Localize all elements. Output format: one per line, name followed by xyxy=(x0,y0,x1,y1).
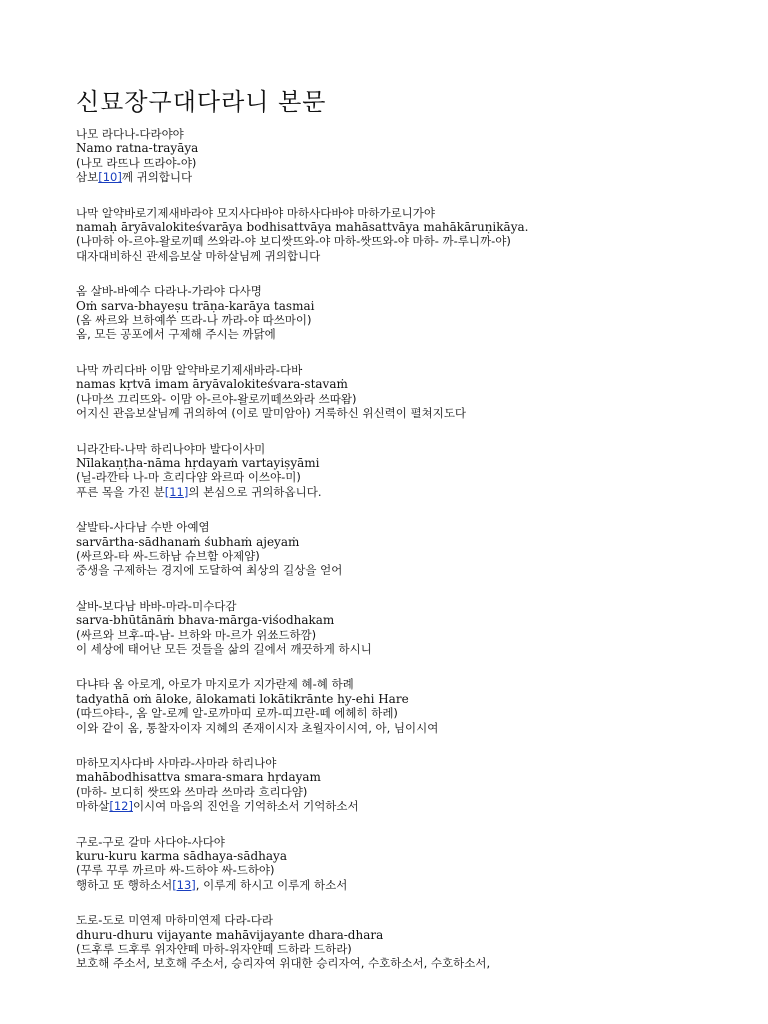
sanskrit-romanization: Nīlakaṇṭha-nāma hṛdayaṁ vartayiṣyāmi xyxy=(76,455,320,470)
translation: 이와 같이 옴, 통찰자이자 지혜의 존재이시자 초월자이시여, 아, 님이시여 xyxy=(76,720,439,735)
verse-block xyxy=(76,835,756,893)
hangul-reading: 살바-보다남 바바-마라-미수다감 xyxy=(76,598,237,613)
translation-text: 께 귀의합니다 xyxy=(121,170,193,185)
sanskrit-romanization: sarvārtha-sādhanaṁ śubhaṁ ajeyaṁ xyxy=(76,534,300,549)
translation: 이 세상에 태어난 모든 것들을 삶의 길에서 깨끗하게 하시니 xyxy=(76,641,372,656)
hangul-reading: 구로-구로 갈마 사다야-사다야 xyxy=(76,834,225,849)
pronunciation: (드후루 드후루 위자얀떼 마하-위자얀떼 드하라 드하라) xyxy=(76,942,352,957)
pronunciation: (꾸루 꾸루 까르마 싸-드하야 싸-드하야) xyxy=(76,863,275,878)
hangul-reading: 다냐타 옴 아로게, 아로가 마지로가 지가란제 혜-혜 하례 xyxy=(76,677,354,692)
hangul-reading: 나모 라다나-다라야야 xyxy=(76,127,184,141)
sanskrit-romanization: Oṁ sarva-bhayeṣu trāṇa-karāya tasmai xyxy=(76,298,315,313)
translation: 어지신 관음보살님께 귀의하여 (이로 말미암아) 거룩하신 위신력이 펼쳐지도다 xyxy=(76,406,467,421)
translation-text: 마하살 xyxy=(76,799,110,814)
translation-text: 행하고 또 행하소서 xyxy=(76,877,173,892)
verse-block xyxy=(76,127,756,185)
sanskrit-romanization: tadyathā oṁ āloke, ālokamati lokātikrānte hy-ehi Hare xyxy=(76,691,409,706)
pronunciation: (따드야타-, 옴 알-로께 알-로까마띠 로까-띠끄란-떼 에헤히 하레) xyxy=(76,706,398,721)
hangul-reading: 살발타-사다남 수반 아예염 xyxy=(76,520,210,535)
sanskrit-romanization: mahābodhisattva smara-smara hṛdayam xyxy=(76,770,321,785)
verse-block xyxy=(76,363,756,421)
translation-text: 푸른 목을 가진 분 xyxy=(76,484,165,499)
verse-block xyxy=(76,284,756,342)
translation: 옴, 모든 공포에서 구제해 주시는 까닭에 xyxy=(76,327,276,342)
sanskrit-romanization: namaḥ āryāvalokiteśvarāya bodhisattvāya mahāsattvāya mahākāruṇikāya. xyxy=(76,220,529,235)
pronunciation: (닐-라깐타 나-마 흐리다얌 와르따 이쓰야-미) xyxy=(76,470,301,485)
footnote-link[interactable]: [10] xyxy=(98,170,122,185)
verse-block xyxy=(76,599,756,657)
page-title: 신묘장구대다라니 본문 xyxy=(76,88,327,116)
hangul-reading: 나막 알약바로기제새바라야 모지사다바야 마하사다바야 마하가로니가야 xyxy=(76,205,435,220)
pronunciation: (싸르와 브후-따-남- 브하와 마-르가 위쑈드하깜) xyxy=(76,627,317,642)
translation: 보호해 주소서, 보호해 주소서, 승리자여 위대한 승리자여, 수호하소서, 수호하소서, xyxy=(76,956,491,971)
pronunciation: (나모 라뜨나 뜨라야-야) xyxy=(76,155,197,170)
verse-block xyxy=(76,913,756,971)
verse-block xyxy=(76,442,756,500)
sanskrit-romanization: namas kṛtvā imam āryāvalokiteśvara-stavaṁ xyxy=(76,377,348,392)
hangul-reading: 니라간타-나막 하리나야마 발다이사미 xyxy=(76,441,266,456)
hangul-reading: 나막 까리다바 이맘 알약바로기제새바라-다바 xyxy=(76,362,303,377)
pronunciation: (마하- 보디히 쌋뜨와 쓰마라 쓰마라 흐리다얌) xyxy=(76,784,308,799)
verse-block xyxy=(76,520,756,578)
verse-block xyxy=(76,206,756,264)
sanskrit-romanization: kuru-kuru karma sādhaya-sādhaya xyxy=(76,849,287,864)
translation-text: , 이루게 하시고 이루게 하소서 xyxy=(195,877,348,892)
sanskrit-romanization: Namo ratna-trayāya xyxy=(76,141,199,156)
translation-text: 의 본심으로 귀의하옵니다. xyxy=(188,484,322,499)
hangul-reading: 옴 살바-바예수 다라나-가라야 다사명 xyxy=(76,284,262,299)
translation-text: 이시여 마음의 진언을 기억하소서 기억하소서 xyxy=(132,799,359,814)
document-page xyxy=(76,82,756,992)
translation: 중생을 구제하는 경지에 도달하여 최상의 길상을 얻어 xyxy=(76,563,343,578)
verse-block xyxy=(76,756,756,814)
translation xyxy=(76,878,756,892)
translation xyxy=(76,799,756,813)
pronunciation: (싸르와-타 싸-드하남 슈브함 아제얌) xyxy=(76,548,260,563)
hangul-reading: 도로-도로 미연제 마하미연제 다라-다라 xyxy=(76,913,274,928)
translation-text: 삼보 xyxy=(76,170,99,185)
pronunciation: (나마쓰 끄리뜨와- 이맘 아-르야-왈로끼떼쓰와라 쓰따왐) xyxy=(76,391,357,406)
verse-block xyxy=(76,677,756,735)
sanskrit-romanization: dhuru-dhuru vijayante mahāvijayante dhara-dhara xyxy=(76,927,384,942)
footnote-link[interactable]: [12] xyxy=(109,799,133,814)
pronunciation: (옴 싸르와 브하예쑤 뜨라-나 까라-야 따쓰마이) xyxy=(76,313,312,328)
translation xyxy=(76,485,756,499)
footnote-link[interactable]: [13] xyxy=(172,877,196,892)
hangul-reading: 마하모지사다바 사마라-사마라 하리나야 xyxy=(76,756,277,770)
sanskrit-romanization: sarva-bhūtānāṁ bhava-mārga-viśodhakam xyxy=(76,613,335,628)
pronunciation: (나마하 아-르야-왈로끼떼 쓰와라-야 보디쌋뜨와-야 마하-쌋뜨와-야 마하- 까-루니까-야) xyxy=(76,234,511,249)
translation xyxy=(76,170,756,184)
footnote-link[interactable]: [11] xyxy=(164,484,189,499)
translation: 대자대비하신 관세음보살 마하살님께 귀의합니다 xyxy=(76,248,321,263)
